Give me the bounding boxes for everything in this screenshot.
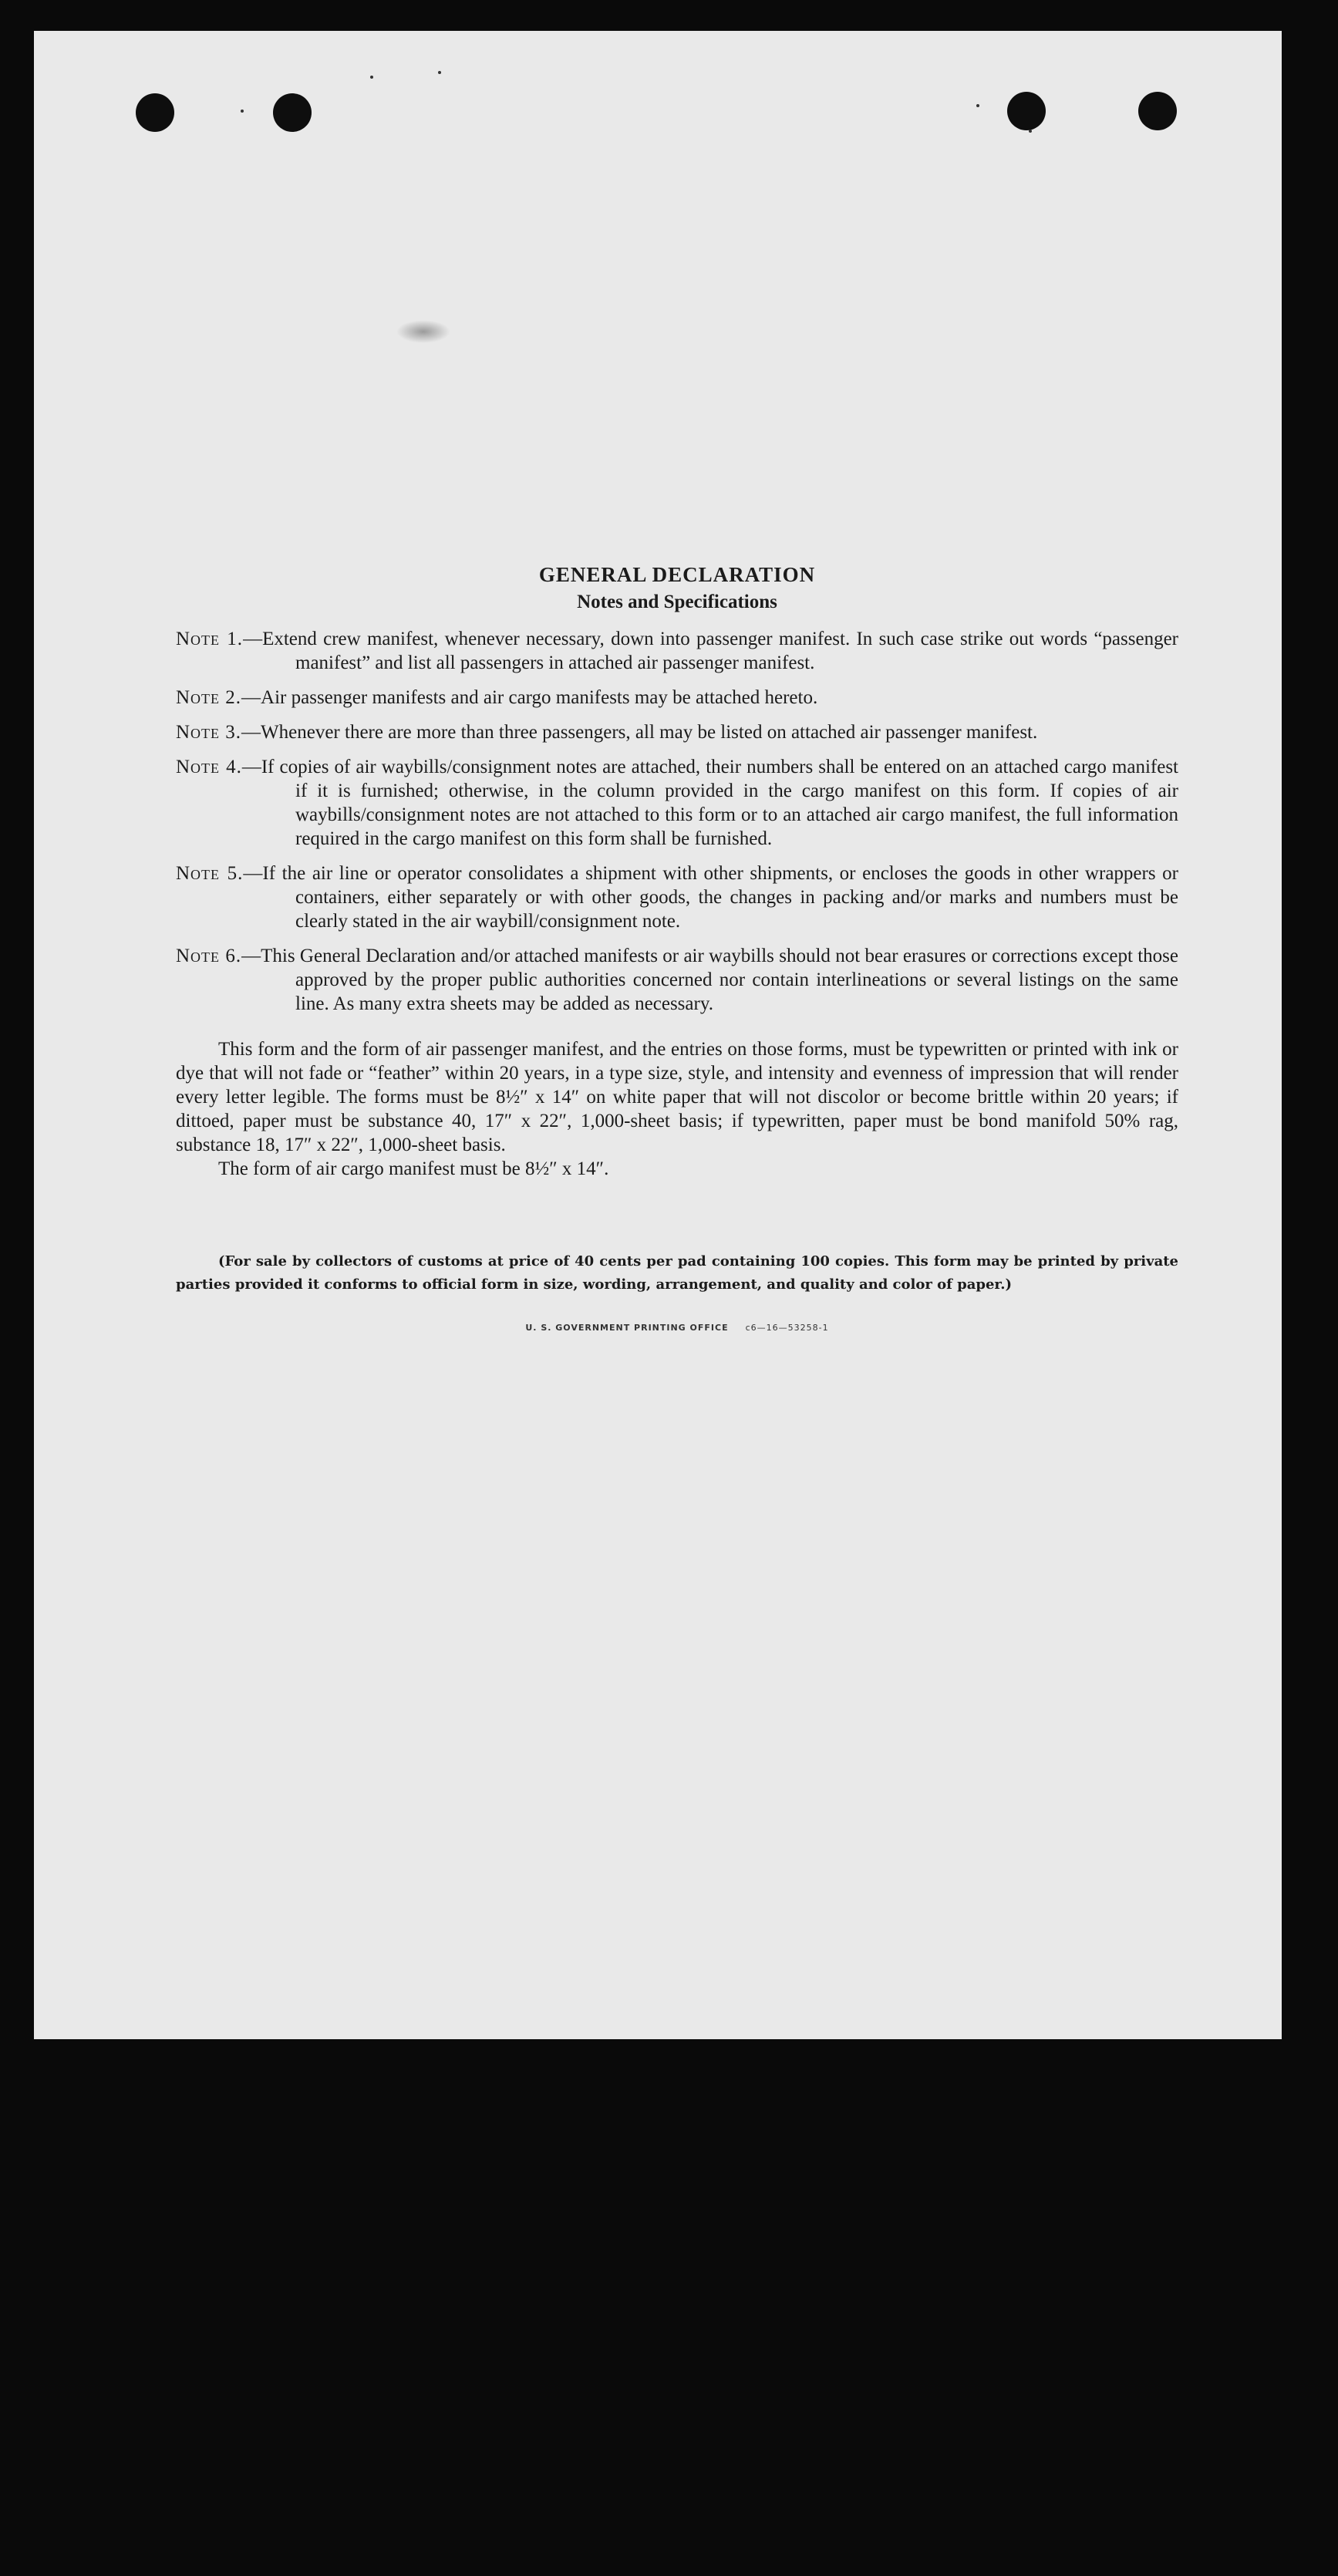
note-label: Note 5. bbox=[176, 863, 244, 884]
printing-office: U. S. GOVERNMENT PRINTING OFFICE bbox=[525, 1323, 729, 1333]
cargo-manifest-size-paragraph: The form of air cargo manifest must be 8½″ x 14″. bbox=[218, 1158, 609, 1179]
note-text: —This General Declaration and/or attached manifests or air waybills should not bear erasures or corrections except those approved by the proper public authorities concerned nor contain interlineations or several listings on the same line. As many extra sheets may be added as necessary. bbox=[241, 946, 1179, 1014]
printing-office-footer bbox=[176, 1323, 1178, 1333]
note-5 bbox=[176, 861, 1178, 933]
note-text: —Air passenger manifests and air cargo manifests may be attached hereto. bbox=[241, 687, 818, 708]
speck bbox=[1029, 130, 1032, 133]
smudge bbox=[396, 320, 450, 343]
punch-hole-1 bbox=[136, 93, 174, 132]
speck bbox=[370, 76, 373, 79]
note-label: Note 1. bbox=[176, 629, 244, 649]
note-label: Note 4. bbox=[176, 757, 242, 777]
speck bbox=[241, 110, 244, 113]
punch-hole-2 bbox=[273, 93, 312, 132]
note-6 bbox=[176, 944, 1178, 1016]
speck bbox=[438, 71, 441, 74]
note-label: Note 6. bbox=[176, 946, 242, 966]
note-label: Note 2. bbox=[176, 687, 242, 708]
page-title: GENERAL DECLARATION bbox=[538, 563, 816, 586]
note-text: —Whenever there are more than three passengers, all may be listed on attached air passenger manifest. bbox=[241, 722, 1038, 743]
form-specification-paragraph: This form and the form of air passenger manifest, and the entries on those forms, must be typewritten or printed with ink or dye that will not fade or “feather” within 20 years, in a type size, style, and intensity and evenness of impression that will render every letter legible. The forms must be 8½″ x 14″ on white paper that will not discolor or become brittle within 20 years; if dittoed, paper must be substance 40, 17″ x 22″, 1,000-sheet basis; if typewritten, paper must be bond manifold 50% rag, substance 18, 17″ x 22″, 1,000-sheet basis. bbox=[176, 1039, 1178, 1155]
sale-note: (For sale by collectors of customs at price of 40 cents per pad containing 100 copies. This form may be printed by private parties provided it conforms to official form in size, wording, arrangement, and quality and color of paper.) bbox=[176, 1253, 1178, 1293]
page-subtitle: Notes and Specifications bbox=[577, 592, 777, 612]
form-code: c6—16—53258-1 bbox=[745, 1323, 829, 1333]
note-text: —Extend crew manifest, whenever necessary, down into passenger manifest. In such case strike out words “passenger manifest” and list all passengers in attached air passenger manifest. bbox=[243, 629, 1178, 673]
note-label: Note 3. bbox=[176, 722, 242, 743]
note-3 bbox=[176, 720, 1178, 744]
speck bbox=[976, 104, 979, 107]
note-text: —If copies of air waybills/consignment notes are attached, their numbers shall be entered on an attached cargo manifest if it is furnished; otherwise, in the column provided in the cargo manifest on this form. If copies of air waybills/consignment notes are not attached to this form or to an attached air cargo manifest, the full information required in the cargo manifest on this form shall be furnished. bbox=[241, 757, 1178, 849]
punch-hole-3 bbox=[1007, 92, 1046, 130]
punch-hole-4 bbox=[1138, 92, 1177, 130]
note-4 bbox=[176, 755, 1178, 851]
document-page bbox=[34, 31, 1282, 2039]
note-1 bbox=[176, 627, 1178, 675]
note-text: —If the air line or operator consolidates a shipment with other shipments, or encloses the goods in other wrappers or containers, either separately or with other goods, the changes in packing and/or marks and numbers must be clearly stated in the air waybill/consignment note. bbox=[243, 863, 1178, 932]
notes-content bbox=[176, 563, 1178, 1333]
note-2 bbox=[176, 686, 1178, 710]
